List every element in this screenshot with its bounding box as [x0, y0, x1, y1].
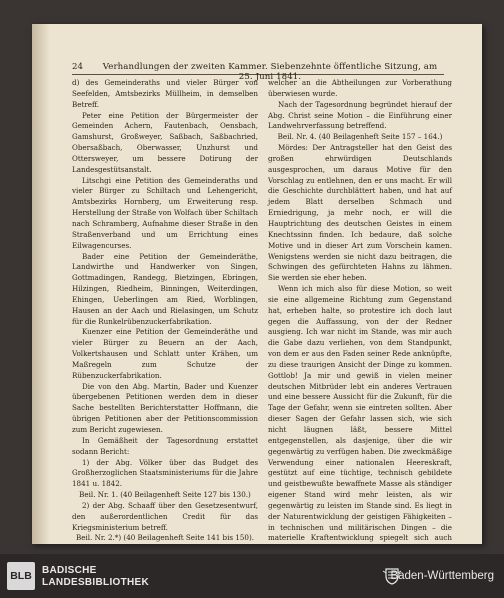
paragraph: Peter eine Petition der Bürgermeister der Gemeinden Achern, Fautenbach, Oensbach, Gamshurst, Großweyer, Saßbach, Saßbachried, Obersaßbach, Oberwasser, Unzhurst und Ottersweyer, um bessere Dotirung der Landesgestütsanstalt. [72, 110, 258, 174]
library-name-line1: BADISCHE [42, 565, 97, 576]
blb-logo[interactable]: BLB [7, 562, 35, 590]
state-name: Baden-Württemberg [390, 570, 494, 582]
paragraph: 2) der Abg. Schaaff über den Gesetzesentwurf, den außerordentlichen Credit für das Kriegsministerium betreff. [72, 500, 258, 532]
paragraph: Kuenzer eine Petition der Gemeinderäthe und vieler Bürger zu Beuern an der Aach, Volkertshausen und Schlatt unter Krähen, um Maßregeln zum Schutze der Rübenzuckerfabrikation. [72, 327, 258, 380]
paragraph: Litschgi eine Petition des Gemeinderaths und vieler Bürger zu Schiltach und Lehengericht, Amtsbezirks Hornberg, um Erweiterung resp. Herstellung der Straße von Wolfach über Schiltach nach Schramberg, Aufnahme dieser Straße in den Straßenverband und um Errichtung eines Eilwagencurses. [72, 175, 258, 250]
paragraph: Die von den Abg. Martin, Bader und Kuenzer übergebenen Petitionen werden dem in dieser Sache bestellten Berichterstatter Hoffmann, die übrigen Petitionen aber der Petitionscommission zum Bericht zugewiesen. [72, 381, 258, 434]
right-column [268, 78, 452, 544]
attachment-reference: Beil. Nr. 2.*) (40 Beilagenheft Seite 141 bis 150). [75, 533, 255, 543]
paragraph: Wenn ich mich also für diese Motion, so weit sie eine allgemeine Richtung zum Gegenstand hat, erheben halte, so protestire ich doch laut gegen die Auffassung, von der der Redner ausgieng. Ich war nicht im Stande, was mir auch die Gabe dazu verliehen, von dem Standpunkt, von dem er aus den Faden seiner Rede anknüpfte, zu diese traurigen Ansicht der Dinge zu kommen. Gottlob! Ja mir und gewiß in vielen meiner deutschen Mitbrüder lebt ein anderes Vertrauen und eine bessere Aussicht für die Zukunft, für die Tage der Gefahr, wenn sie eintreten sollten. Aber dieser Sagen der Gefahr lassen sich, wie sich nicht läugnen läßt, bessere Mittel entgegenstellen, als dasjenige, über die wir gegenwärtig zu verfügen haben. Die zweckmäßige Verwendung einer nationalen Heereskraft, gestützt auf eine tüchtige, technisch gebildete und geistbewußte bewaffnete Masse als ständiger eigener Stand wird mehr leisten, als wir gegenwärtig zu leisten im Stande sind. Es liegt in der Naturentwicklung der geistigen Fähigkeiten – in technischen und militärischen Dingen – die materielle Kraftentwicklung spiegelt sich auch [268, 284, 452, 543]
paragraph: d) des Gemeinderaths und vieler Bürger von Seefelden, Amtsbezirks Müllheim, in demselben Betreff. [72, 78, 258, 109]
attachment-reference: Beil. Nr. 1. (40 Beilagenheft Seite 127 bis 130.) [79, 490, 251, 500]
paragraph: Nach der Tagesordnung begründet hierauf der Abg. Christ seine Motion – die Einführung einer Landwehrverfassung betreffend. [268, 99, 452, 131]
viewer-footer-bar [0, 554, 504, 598]
paragraph: Mördes: Der Antragsteller hat den Geist des großen ehrwürdigen Deutschlands ausgesprochen, um daraus Motive für den Vorschlag zu entlehnen, den er uns macht. Er will die Geschichte durchblättert haben, und hat auf jedem Blatt derselben Schmach und Erniedrigung, ja mehr noch, er will die Hauptrichtung des deutschen Geistes in einem Knechtssinn finden. Ich bedaure, daß solche Motive und in dieser Art zum Vorschein kamen. Wenigstens werden sie nicht dazu beitragen, die Schwingen des gefürchteten Hahns zu lähmen. Sie werden sie eher heben. [268, 143, 452, 283]
page-number: 24 [72, 62, 83, 72]
paragraph: 1) der Abg. Völker über das Budget des Großherzoglichen Staatsministeriums für die Jahre 1841 u. 1842. [72, 457, 258, 489]
paragraph: welcher an die Abtheilungen zur Vorberathung überwiesen wurde. [268, 78, 452, 98]
paragraph: Bader eine Petition der Gemeinderäthe, Landwirthe und Handwerker von Singen, Gottmadingen, Randegg, Bietzingen, Ebringen, Hilzingen, Riedheim, Binningen, Weiterdingen, Ehingen, Ueberlingen am Ried, Worblingen, Hausen an der Aach und Rielasingen, um Schutz für die Runkelrübenzuckerfabrikation. [72, 251, 258, 326]
library-name-line2: LANDESBIBLIOTHEK [42, 577, 150, 588]
paragraph: In Gemäßheit der Tagesordnung erstattet sodann Bericht: [72, 435, 258, 456]
running-header [72, 62, 444, 82]
attachment-reference: Beil. Nr. 4. (40 Beilagenheft Seite 157 – 164.) [277, 132, 443, 142]
left-column [72, 78, 258, 544]
running-title: Verhandlungen der zweiten Kammer. Siebenzehnte öffentliche Sitzung, am 25. Juni 1841. [102, 62, 438, 82]
library-name[interactable] [42, 565, 149, 589]
scanned-page [32, 24, 482, 544]
